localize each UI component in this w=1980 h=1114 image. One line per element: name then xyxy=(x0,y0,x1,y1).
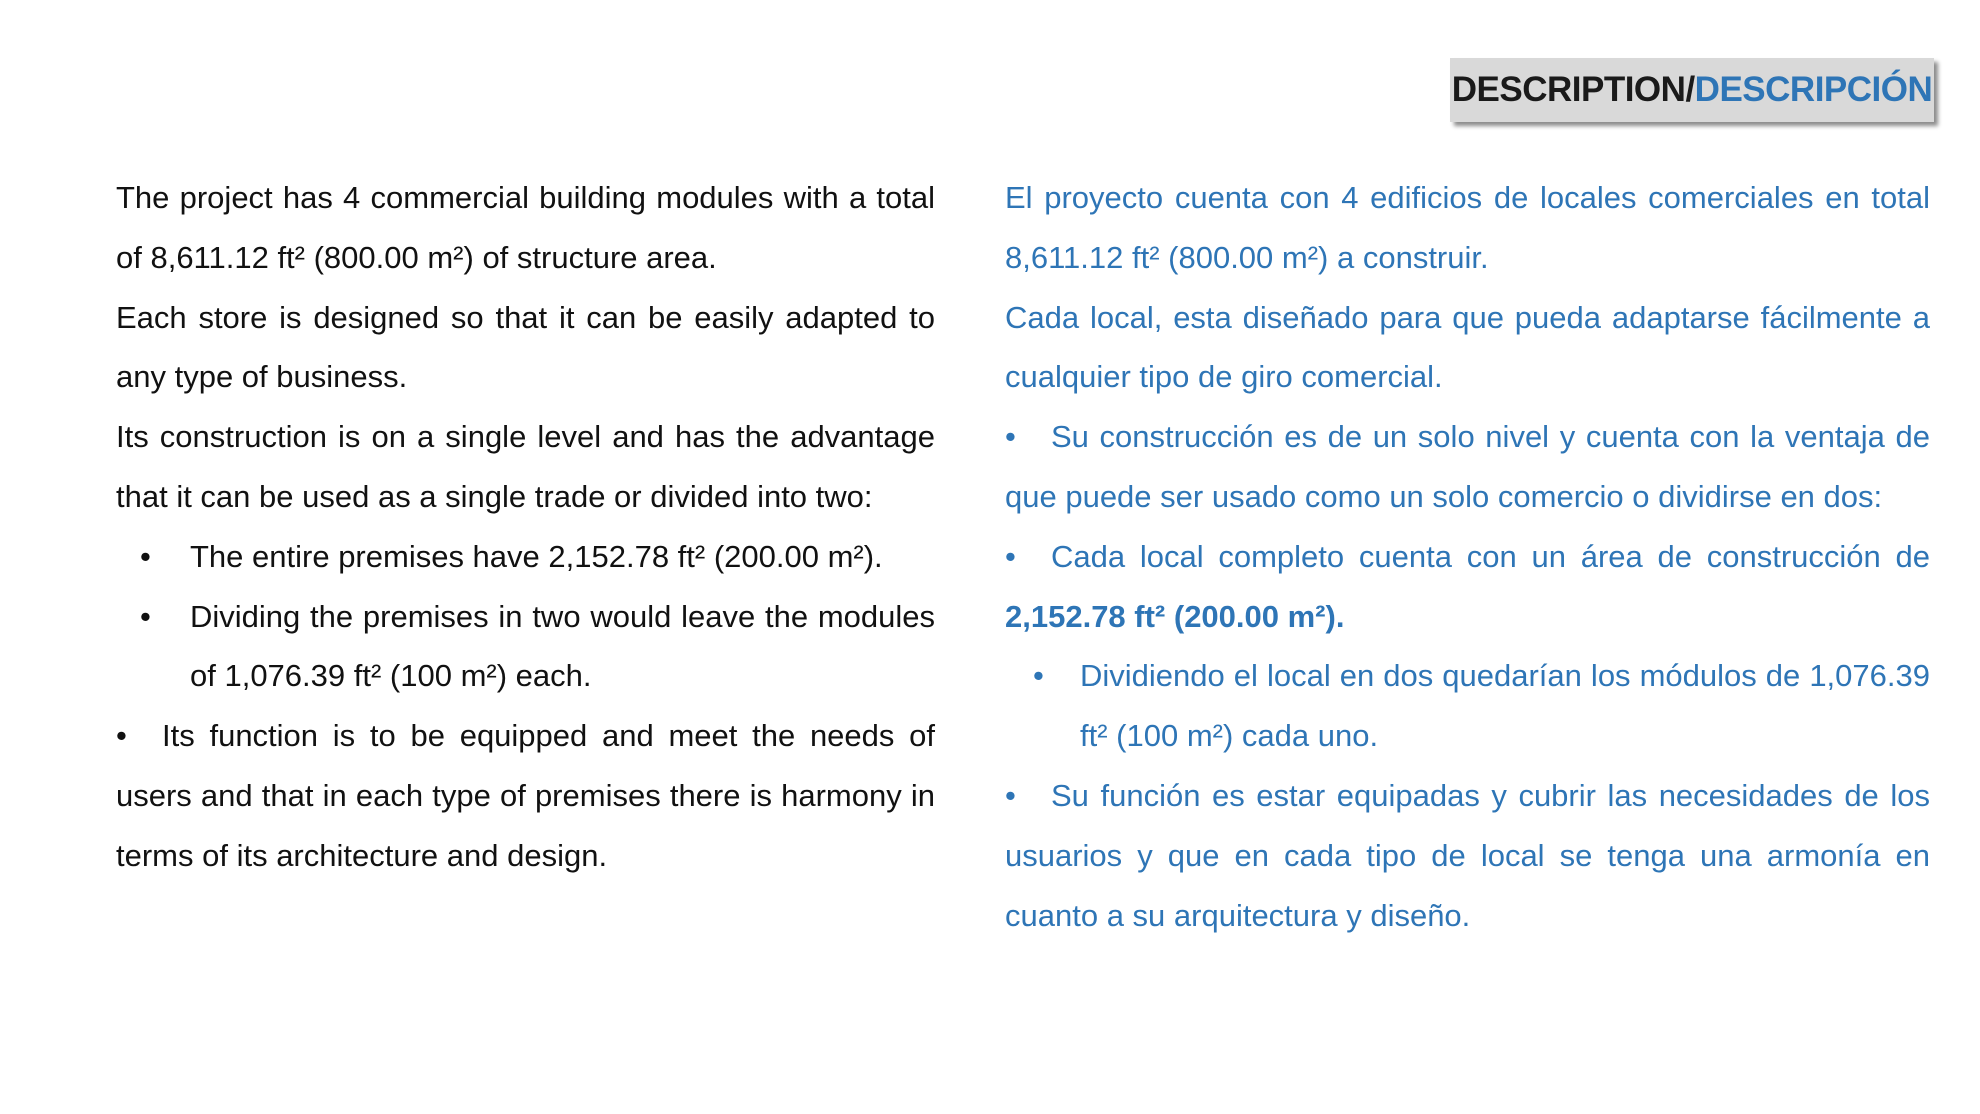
spanish-bullet-3 xyxy=(1005,646,1930,766)
title-english: DESCRIPTION xyxy=(1451,70,1686,109)
spanish-bullet-3-text: Dividiendo el local en dos quedarían los módulos de 1,076.39 ft² (100 m²) cada uno. xyxy=(1080,658,1930,754)
spanish-bullet-4-text: Su función es estar equipadas y cubrir las necesidades de los usuarios y que en cada tipo de local se tenga una armonía en cuanto a su arquitectura y diseño. xyxy=(1005,777,1930,933)
spanish-column xyxy=(1005,168,1930,945)
title-spanish: DESCRIPCIÓN xyxy=(1694,70,1933,109)
english-bullet-2-text: Dividing the premises in two would leave the modules of 1,076.39 ft² (100 m²) each. xyxy=(190,598,935,694)
english-paragraph-3: Its construction is on a single level and has the advantage that it can be used as a single trade or divided into two: xyxy=(116,419,935,514)
section-title xyxy=(1450,58,1934,122)
bullet-icon: • xyxy=(140,598,151,634)
spanish-paragraph-2: Cada local, esta diseñado para que pueda adaptarse fácilmente a cualquier tipo de giro comercial. xyxy=(1005,299,1930,395)
english-column xyxy=(116,168,935,886)
spanish-bullet-2-text: Cada local completo cuenta con un área de construcción de xyxy=(1051,538,1930,574)
bullet-icon: • xyxy=(116,718,127,754)
english-bullet-3-text: Its function is to be equipped and meet the needs of users and that in each type of premises there is harmony in terms of its architecture and design. xyxy=(116,718,935,873)
bullet-icon: • xyxy=(140,538,151,574)
spanish-bullet-4 xyxy=(1005,766,1930,945)
spanish-bullet-1 xyxy=(1005,407,1930,527)
english-paragraph-2: Each store is designed so that it can be easily adapted to any type of business. xyxy=(116,299,935,395)
english-bullet-1-text: The entire premises have 2,152.78 ft² (200.00 m²). xyxy=(190,538,883,574)
spanish-bullet-2 xyxy=(1005,527,1930,647)
english-bullet-1 xyxy=(116,527,935,587)
english-paragraph-1: The project has 4 commercial building modules with a total of 8,611.12 ft² (800.00 m²) of structure area. xyxy=(116,180,935,275)
spanish-paragraph-1: El proyecto cuenta con 4 edificios de locales comerciales en total 8,611.12 ft² (800.00 m²) a construir. xyxy=(1005,180,1930,275)
spanish-bullet-1-text: Su construcción es de un solo nivel y cuenta con la ventaja de que puede ser usado como un solo comercio o dividirse en dos: xyxy=(1005,419,1930,514)
bullet-icon: • xyxy=(1005,777,1016,813)
spanish-bullet-2-area: 2,152.78 ft² (200.00 m²). xyxy=(1005,598,1345,634)
bullet-icon: • xyxy=(1005,538,1016,574)
title-separator: / xyxy=(1685,70,1695,109)
english-bullet-2 xyxy=(116,587,935,707)
bullet-icon: • xyxy=(1005,419,1016,455)
english-bullet-3 xyxy=(116,706,935,885)
bullet-icon: • xyxy=(1033,658,1044,694)
